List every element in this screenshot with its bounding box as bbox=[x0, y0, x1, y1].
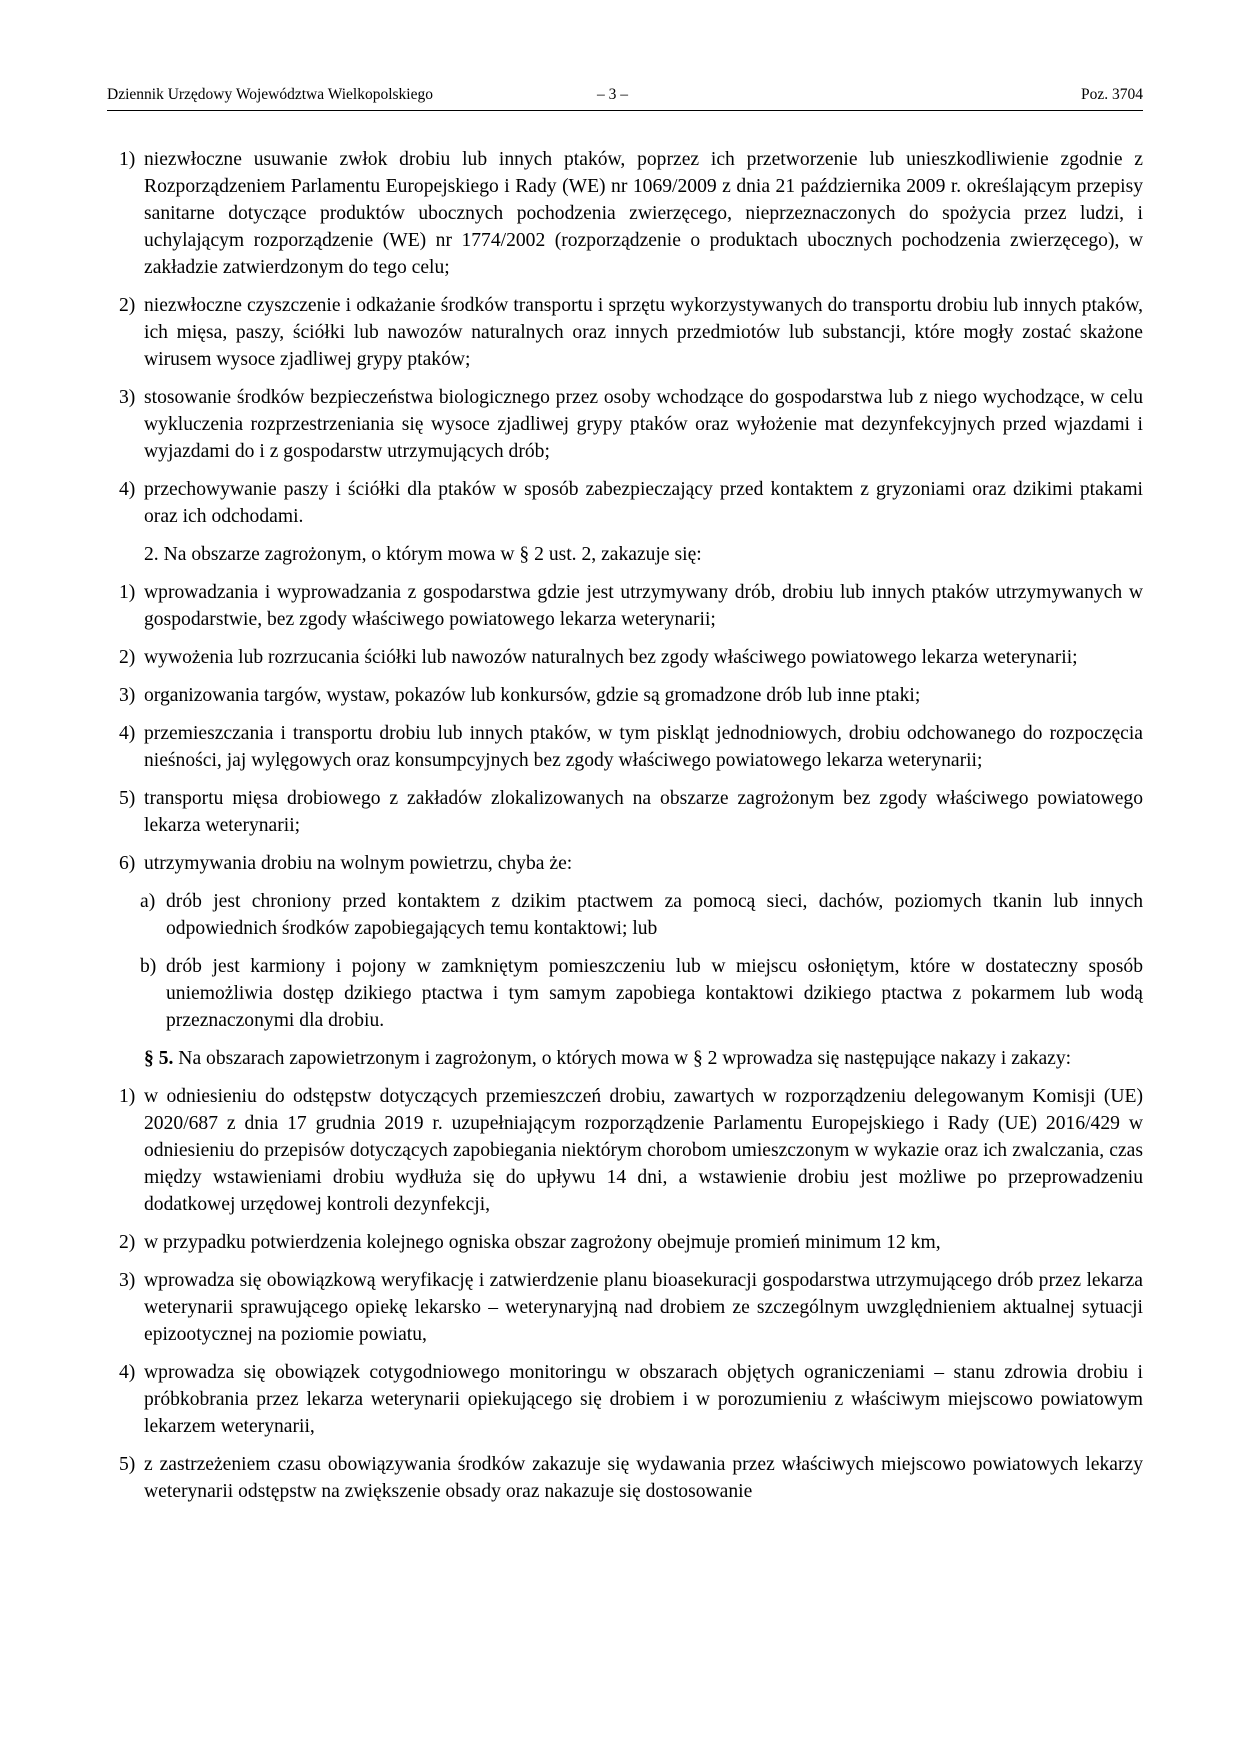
list-item bbox=[107, 720, 1143, 774]
item-number: 4) bbox=[119, 723, 136, 744]
item-number: 5) bbox=[119, 1454, 136, 1475]
item-text: w przypadku potwierdzenia kolejnego ogniska obszar zagrożony obejmuje promień minimum 12 km, bbox=[144, 1232, 941, 1253]
document-body bbox=[107, 146, 1143, 1505]
page-header bbox=[107, 86, 1143, 111]
position-number: Poz. 3704 bbox=[1081, 86, 1143, 103]
sub-item-letter: a) bbox=[140, 891, 156, 912]
list-item bbox=[107, 579, 1143, 633]
item-number: 1) bbox=[119, 149, 136, 170]
journal-title: Dziennik Urzędowy Województwa Wielkopolskiego bbox=[107, 86, 433, 103]
item-number: 3) bbox=[119, 1270, 136, 1291]
list-item bbox=[107, 146, 1143, 281]
section-label: § 5. bbox=[144, 1048, 174, 1069]
list-item bbox=[107, 476, 1143, 530]
item-text: stosowanie środków bezpieczeństwa biologicznego przez osoby wchodzące do gospodarstwa lub z niego wychodzące, w celu wykluczenia rozprzestrzeniania się wysoce zjadliwej grypy ptaków oraz wyłożenie mat dezynfekcyjnych przed wjazdami i wyjazdami do i z gospodarstw utrzymujących drób; bbox=[144, 387, 1143, 462]
list-item bbox=[107, 1451, 1143, 1505]
item-text: w odniesieniu do odstępstw dotyczących przemieszczeń drobiu, zawartych w rozporządzeniu delegowanym Komisji (UE) 2020/687 z dnia 17 grudnia 2019 r. uzupełniającym rozporządzenie Parlamentu Europejskiego i Rady (UE) 2016/429 w odniesieniu do przepisów dotyczących zapobiegania niektórym chorobom umieszczonym w wykazie oraz ich zwalczania, czas między wstawieniami drobiu wydłuża się do upływu 14 dni, a wstawienie drobiu jest możliwe po przeprowadzeniu dodatkowej urzędowej kontroli dezynfekcji, bbox=[144, 1086, 1143, 1215]
item-text: przechowywanie paszy i ściółki dla ptaków w sposób zabezpieczający przed kontaktem z gryzoniami oraz dzikimi ptakami oraz ich odchodami. bbox=[144, 479, 1143, 527]
item-number: 4) bbox=[119, 479, 136, 500]
item-text: z zastrzeżeniem czasu obowiązywania środków zakazuje się wydawania przez właściwych miejscowo powiatowych lekarzy weterynarii odstępstw na zwiększenie obsady oraz nakazuje się dostosowanie bbox=[144, 1454, 1143, 1502]
item-text: wywożenia lub rozrzucania ściółki lub nawozów naturalnych bez zgody właściwego powiatowego lekarza weterynarii; bbox=[144, 647, 1078, 668]
sub-item-letter: b) bbox=[140, 956, 157, 977]
item-number: 3) bbox=[119, 685, 136, 706]
list-item bbox=[107, 1359, 1143, 1440]
page-number: – 3 – bbox=[597, 86, 628, 103]
item-number: 1) bbox=[119, 1086, 136, 1107]
list-item bbox=[107, 1229, 1143, 1256]
item-number: 1) bbox=[119, 582, 136, 603]
list-item bbox=[107, 1083, 1143, 1218]
list-item bbox=[107, 644, 1143, 671]
item-text: wprowadza się obowiązek cotygodniowego monitoringu w obszarach objętych ograniczeniami – stanu zdrowia drobiu i próbkobrania przez lekarza weterynarii opiekującego się drobiem i w porozumieniu z właściwym miejscowo powiatowym lekarzem weterynarii, bbox=[144, 1362, 1143, 1437]
item-text: wprowadza się obowiązkową weryfikację i zatwierdzenie planu bioasekuracji gospodarstwa utrzymującego drób przez lekarza weterynarii sprawującego opiekę lekarsko – weterynaryjną nad drobiem ze szczególnym uwzględnieniem aktualnej sytuacji epizootycznej na poziomie powiatu, bbox=[144, 1270, 1143, 1345]
list-item bbox=[107, 785, 1143, 839]
section-text: Na obszarach zapowietrzonym i zagrożonym, o których mowa w § 2 wprowadza się następujące nakazy i zakazy: bbox=[173, 1048, 1072, 1069]
item-text: utrzymywania drobiu na wolnym powietrzu, chyba że: bbox=[144, 853, 573, 874]
list-item bbox=[107, 1267, 1143, 1348]
item-number: 2) bbox=[119, 647, 136, 668]
item-number: 2) bbox=[119, 295, 136, 316]
sub-list-item bbox=[107, 953, 1143, 1034]
sub-item-text: drób jest chroniony przed kontaktem z dzikim ptactwem za pomocą sieci, dachów, poziomych tkanin lub innych odpowiednich środków zapobiegających temu kontaktowi; lub bbox=[166, 891, 1143, 939]
list-item bbox=[107, 384, 1143, 465]
item-number: 4) bbox=[119, 1362, 136, 1383]
list-item bbox=[107, 292, 1143, 373]
item-text: niezwłoczne usuwanie zwłok drobiu lub innych ptaków, poprzez ich przetworzenie lub unieszkodliwienie zgodnie z Rozporządzeniem Parlamentu Europejskiego i Rady (WE) nr 1069/2009 z dnia 21 października 2009 r. określającym przepisy sanitarne dotyczące produktów ubocznych pochodzenia zwierzęcego, nieprzeznaczonych do spożycia przez ludzi, i uchylającym rozporządzenie (WE) nr 1774/2002 (rozporządzenie o produktach ubocznych pochodzenia zwierzęcego), w zakładzie zatwierdzonym do tego celu; bbox=[144, 149, 1143, 278]
item-text: niezwłoczne czyszczenie i odkażanie środków transportu i sprzętu wykorzystywanych do transportu drobiu lub innych ptaków, ich mięsa, paszy, ściółki lub nawozów naturalnych oraz innych przedmiotów lub substancji, które mogły zostać skażone wirusem wysoce zjadliwej grypy ptaków; bbox=[144, 295, 1143, 370]
item-text: wprowadzania i wyprowadzania z gospodarstwa gdzie jest utrzymywany drób, drobiu lub innych ptaków utrzymywanych w gospodarstwie, bez zgody właściwego powiatowego lekarza weterynarii; bbox=[144, 582, 1143, 630]
list-item bbox=[107, 850, 1143, 877]
sub-item-text: drób jest karmiony i pojony w zamkniętym pomieszczeniu lub w miejscu osłoniętym, które w dostateczny sposób uniemożliwia dostęp dzikiego ptactwa i tym samym zapobiega kontaktowi dzikiego ptactwa z pokarmem lub wodą przeznaczonymi dla drobiu. bbox=[166, 956, 1143, 1031]
paragraph-2: 2. Na obszarze zagrożonym, o którym mowa w § 2 ust. 2, zakazuje się: bbox=[144, 544, 702, 565]
sub-list-item bbox=[107, 888, 1143, 942]
item-number: 2) bbox=[119, 1232, 136, 1253]
item-number: 5) bbox=[119, 788, 136, 809]
list-item bbox=[107, 682, 1143, 709]
item-number: 3) bbox=[119, 387, 136, 408]
item-text: transportu mięsa drobiowego z zakładów zlokalizowanych na obszarze zagrożonym bez zgody właściwego powiatowego lekarza weterynarii; bbox=[144, 788, 1143, 836]
item-text: organizowania targów, wystaw, pokazów lub konkursów, gdzie są gromadzone drób lub inne ptaki; bbox=[144, 685, 921, 706]
item-number: 6) bbox=[119, 853, 136, 874]
item-text: przemieszczania i transportu drobiu lub innych ptaków, w tym piskląt jednodniowych, drobiu odchowanego do rozpoczęcia nieśności, jaj wylęgowych oraz konsumpcyjnych bez zgody właściwego powiatowego lekarza weterynarii; bbox=[144, 723, 1143, 771]
section-5-paragraph bbox=[107, 1045, 1143, 1072]
